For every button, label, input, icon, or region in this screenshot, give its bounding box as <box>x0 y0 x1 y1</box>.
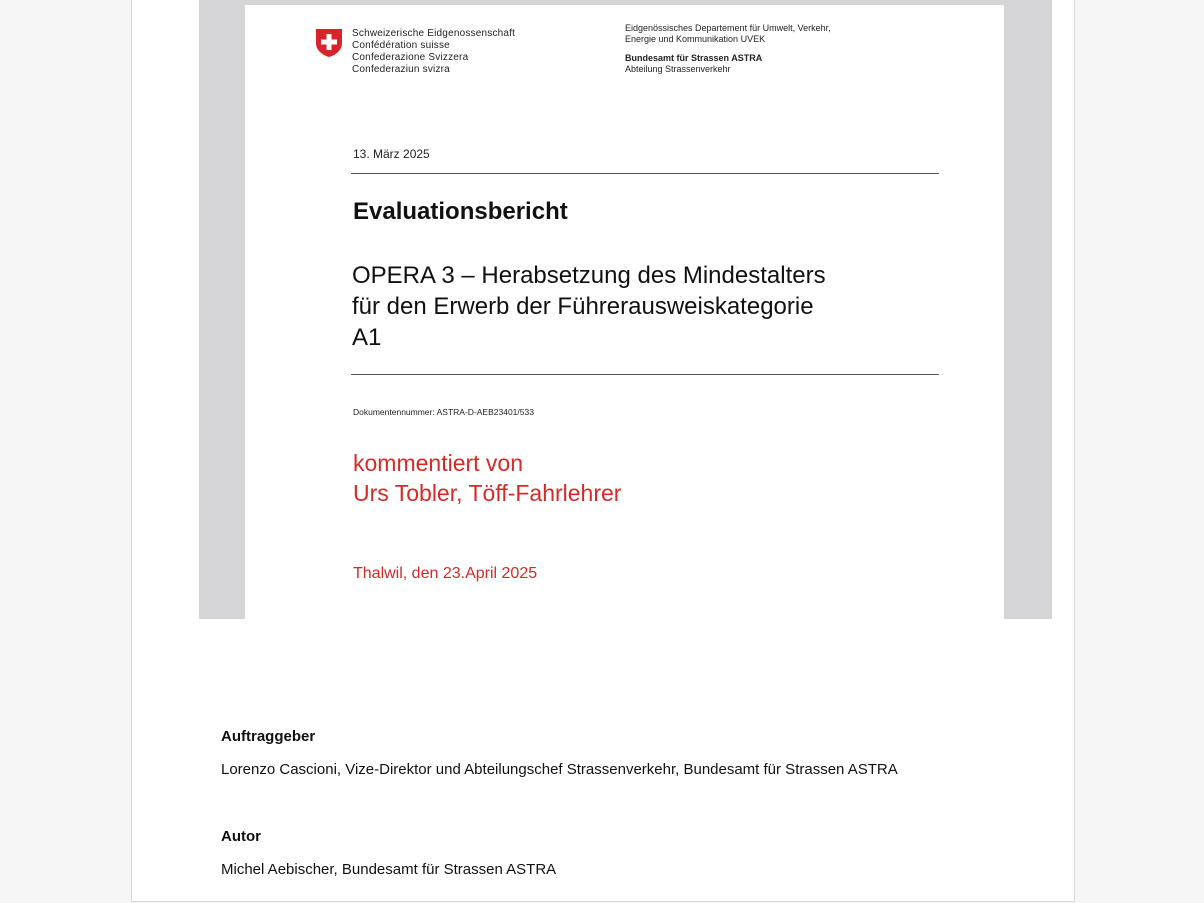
swiss-cross-shield-icon <box>315 28 343 58</box>
place-date: Thalwil, den 23.April 2025 <box>353 565 538 582</box>
title-line-3: A1 <box>352 324 382 351</box>
department-line-2: Energie und Kommunikation UVEK <box>625 34 766 44</box>
division-name: Abteilung Strassenverkehr <box>625 64 731 74</box>
title-line-1: OPERA 3 – Herabsetzung des Mindestalters <box>352 262 826 289</box>
commented-line-2: Urs Tobler, Töff-Fahrlehrer <box>353 480 622 506</box>
document-title <box>352 260 952 353</box>
client-label: Auftraggeber <box>221 728 316 745</box>
document-number: Dokumentennummer: ASTRA-D-AEB23401/533 <box>353 407 534 417</box>
author-label: Autor <box>221 828 261 845</box>
federation-name-it: Confederazione Svizzera <box>352 52 469 63</box>
commented-line-1: kommentiert von <box>353 450 524 476</box>
title-line-2: für den Erwerb der Führerausweiskategorie <box>352 293 814 320</box>
divider-bottom <box>351 374 939 375</box>
federation-name-fr: Confédération suisse <box>352 40 450 51</box>
federation-name-de: Schweizerische Eidgenossenschaft <box>352 28 516 39</box>
commented-by <box>353 448 621 508</box>
divider-top <box>351 173 939 174</box>
office-name: Bundesamt für Strassen ASTRA <box>625 53 763 63</box>
department-line-1: Eidgenössisches Departement für Umwelt, Verkehr, <box>625 23 831 33</box>
cover-page-image <box>199 0 1052 619</box>
document-type: Evaluationsbericht <box>353 198 568 225</box>
author-value: Michel Aebischer, Bundesamt für Strassen ASTRA <box>221 861 557 878</box>
cover-page-sheet <box>245 5 1004 619</box>
federation-name-rm: Confederaziun svizra <box>352 64 450 75</box>
department-block <box>625 23 831 75</box>
document-date: 13. März 2025 <box>353 147 430 161</box>
federation-names <box>352 28 515 76</box>
client-value: Lorenzo Cascioni, Vize-Direktor und Abteilungschef Strassenverkehr, Bundesamt für Strassen ASTRA <box>221 761 898 778</box>
